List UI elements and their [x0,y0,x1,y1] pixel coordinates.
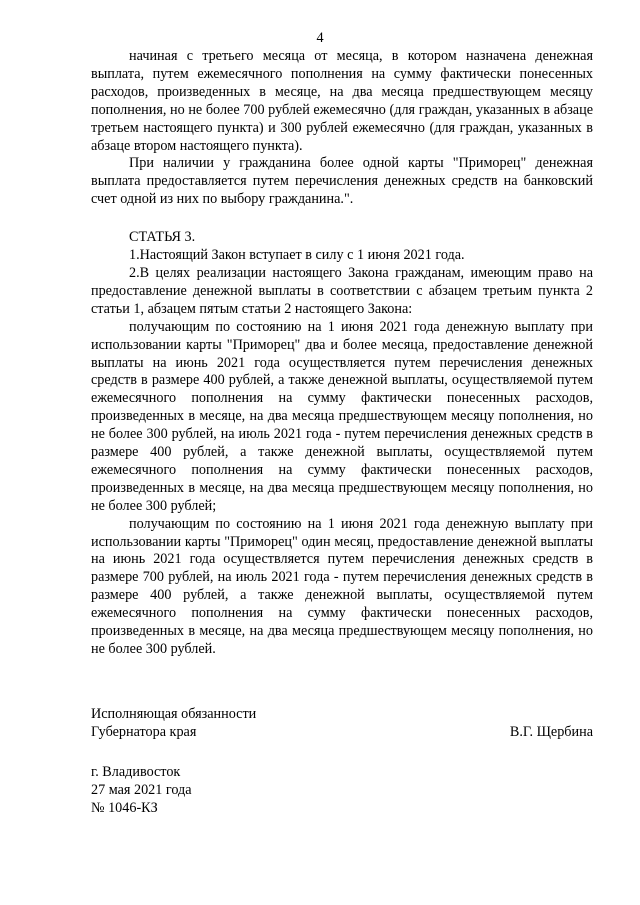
signatory-name: В.Г. Щербина [509,723,593,740]
signature-block [91,706,593,742]
signatory-position-line1: Исполняющая обязанности [91,706,257,722]
signatory-position-line2: Губернатора края [91,723,197,740]
paragraph: начиная с третьего месяца от месяца, в котором назначена денежная выплата, путем ежемесячного пополнения на сумму фактически понесенных расходов, произведенных в месяце, на два месяца предшествующем месяцу пополнения, но не более 700 рублей ежемесячно (для граждан, указанных в абзаце третьем настоящего пункта) и 300 рублей ежемесячно (для граждан, указанных в абзаце втором настоящего пункта). [91,48,593,154]
paragraph: 1.Настоящий Закон вступает в силу с 1 июня 2021 года. [129,247,465,264]
paragraph: получающим по состоянию на 1 июня 2021 года денежную выплату при использовании карты "Приморец" один месяц, предоставление денежной выплаты на июнь 2021 года осуществляется путем перечисления денежных средств в размере 700 рублей, на июль 2021 года - путем перечисления денежных средств в размере 400 рублей, а также денежной выплаты, осуществляемой путем ежемесячного пополнения на сумму фактически понесенных расходов, произведенных в месяце, на два месяца предшествующем месяцу пополнения, но не более 300 рублей. [91,515,593,657]
article-heading: СТАТЬЯ 3. [129,229,196,246]
paragraph: получающим по состоянию на 1 июня 2021 года денежную выплату при использовании карты "Приморец" два и более месяца, предоставление денежной выплаты на июнь 2021 года осуществляется путем перечисления денежных средств в размере 400 рублей, а также денежной выплаты, осуществляемой путем ежемесячного пополнения на сумму фактически понесенных расходов, произведенных в месяце, на два месяца предшествующем месяцу пополнения, но не более 300 рублей, на июль 2021 года - путем перечисления денежных средств в размере 400 рублей, а также денежной выплаты, осуществляемой путем ежемесячного пополнения на сумму фактически понесенных расходов, произведенных в месяце, на два месяца предшествующем месяцу пополнения, но не более 300 рублей; [91,318,593,514]
paragraph: При наличии у гражданина более одной карты "Приморец" денежная выплата предоставляется путем перечисления денежных средств на банковский счет одной из них по выбору гражданина.". [91,155,593,208]
city: г. Владивосток [91,764,181,780]
paragraph: 2.В целях реализации настоящего Закона гражданам, имеющим право на предоставление денежной выплаты в соответствии с абзацем третьим пункта 2 статьи 1, абзацем пятым статьи 2 настоящего Закона: [91,264,593,317]
page-number: 4 [316,30,324,46]
place-date-block [91,764,192,818]
date: 27 мая 2021 года [91,781,192,798]
law-number: № 1046-КЗ [91,799,158,816]
document-body [91,48,593,659]
signature-row [91,724,593,742]
